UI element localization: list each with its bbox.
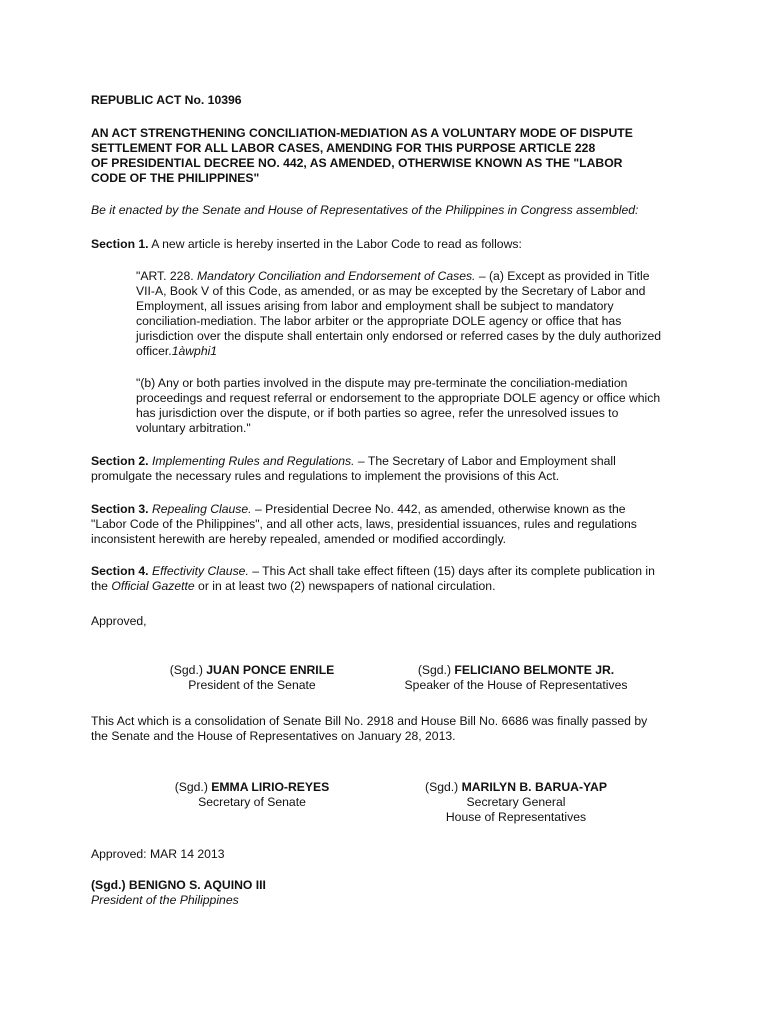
art228b-line: proceedings and request referral or endorsement to the appropriate DOLE agency or office which [136,391,661,405]
signatory-name: MARILYN B. BARUA-YAP [461,780,607,794]
article-228-a [136,269,681,359]
signatory-name: FELICIANO BELMONTE JR. [454,663,615,677]
section-2-line2: promulgate the necessary rules and regulations to implement the provisions of this Act. [91,469,560,483]
art228-lead: "ART. 228. [136,269,198,283]
act-title [91,126,691,186]
act-title-line: AN ACT STRENGTHENING CONCILIATION-MEDIATION AS A VOLUNTARY MODE OF DISPUTE [91,126,633,140]
art228-line: jurisdiction over the dispute shall entertain only endorsed or referred cases by the duly authorized [136,329,662,343]
section-3-line3: inconsistent herewith are hereby repealed, amended or modified accordingly. [91,532,507,546]
consolidation-line: the Senate and the House of Representatives on January 28, 2013. [91,729,456,743]
signatory-title: President of the Senate [188,678,316,692]
section-2 [91,454,681,484]
article-228-b [136,376,681,436]
approved-label: Approved, [91,614,147,628]
signature-senate-secretary [122,780,382,810]
art228-line: VII-A, Book V of this Code, as amended, or as may be excepted by the Secretary of Labor and [136,284,646,298]
watermark-text: 1àwphi1 [171,344,218,358]
art228b-line: "(b) Any or both parties involved in the dispute may pre-terminate the conciliation-mediation [136,376,628,390]
section-1 [91,237,681,252]
signatory-title: Secretary of Senate [198,795,306,809]
signature-senate-president [122,663,382,693]
section-4 [91,564,681,594]
section-2-label: Section 2. [91,454,149,468]
act-title-line: OF PRESIDENTIAL DECREE NO. 442, AS AMENDED, OTHERWISE KNOWN AS THE "LABOR [91,156,623,170]
consolidation-note [91,714,681,744]
art228-last-line: officer. [136,344,172,358]
signatory-name: JUAN PONCE ENRILE [206,663,335,677]
art228b-line: has jurisdiction over the dispute, or if both parties so agree, refer the unresolved issues to [136,406,619,420]
president-signature [91,878,681,908]
sgd-prefix: (Sgd.) [417,663,455,677]
sgd-prefix: (Sgd.) [425,780,462,794]
section-4-line2-post: or in at least two (2) newspapers of national circulation. [194,579,496,593]
signature-house-speaker [386,663,646,693]
signatory-name: EMMA LIRIO-REYES [211,780,330,794]
art228-line1-rest: – (a) Except as provided in Title [475,269,650,283]
act-title-line: SETTLEMENT FOR ALL LABOR CASES, AMENDING FOR THIS PURPOSE ARTICLE 228 [91,141,596,155]
section-1-label: Section 1. [91,237,149,251]
official-gazette: Official Gazette [111,579,195,593]
act-number: REPUBLIC ACT No. 10396 [91,93,242,107]
signatory-title: Speaker of the House of Representatives [404,678,628,692]
section-3-line2: "Labor Code of the Philippines", and all other acts, laws, presidential issuances, rules and regulations [91,517,637,531]
president-name: (Sgd.) BENIGNO S. AQUINO III [91,878,266,892]
signature-house-secretary-general [386,780,646,825]
signatory-title: Secretary General [466,795,566,809]
art228-line: Employment, all issues arising from labor and employment shall be subject to mandatory [136,299,614,313]
section-1-text: A new article is hereby inserted in the Labor Code to read as follows: [148,237,522,251]
enacting-clause: Be it enacted by the Senate and House of Representatives of the Philippines in Congress assembled: [91,203,639,217]
section-4-line2-pre: the [91,579,112,593]
signatory-title-2: House of Representatives [445,810,587,824]
section-4-label: Section 4. [91,564,149,578]
president-title: President of the Philippines [91,893,239,907]
sgd-prefix: (Sgd.) [174,780,212,794]
section-3-heading: Repealing Clause. [151,502,252,516]
art228b-line: voluntary arbitration." [136,421,251,435]
art228-heading: Mandatory Conciliation and Endorsement of Cases. [197,269,476,283]
section-3 [91,502,681,547]
art228-line: conciliation-mediation. The labor arbiter or the appropriate DOLE agency or office that has [136,314,622,328]
sgd-prefix: (Sgd.) [169,663,207,677]
section-4-heading: Effectivity Clause. [151,564,249,578]
section-2-heading: Implementing Rules and Regulations. [151,454,355,468]
section-3-line1: – Presidential Decree No. 442, as amended, otherwise known as the [251,502,626,516]
section-3-label: Section 3. [91,502,149,516]
consolidation-line: This Act which is a consolidation of Senate Bill No. 2918 and House Bill No. 6686 was finally passed by [91,714,648,728]
section-4-line1: – This Act shall take effect fifteen (15) days after its complete publication in [248,564,655,578]
approved-date: Approved: MAR 14 2013 [91,847,225,861]
section-2-line1: – The Secretary of Labor and Employment shall [354,454,616,468]
act-title-line: CODE OF THE PHILIPPINES" [91,171,260,185]
